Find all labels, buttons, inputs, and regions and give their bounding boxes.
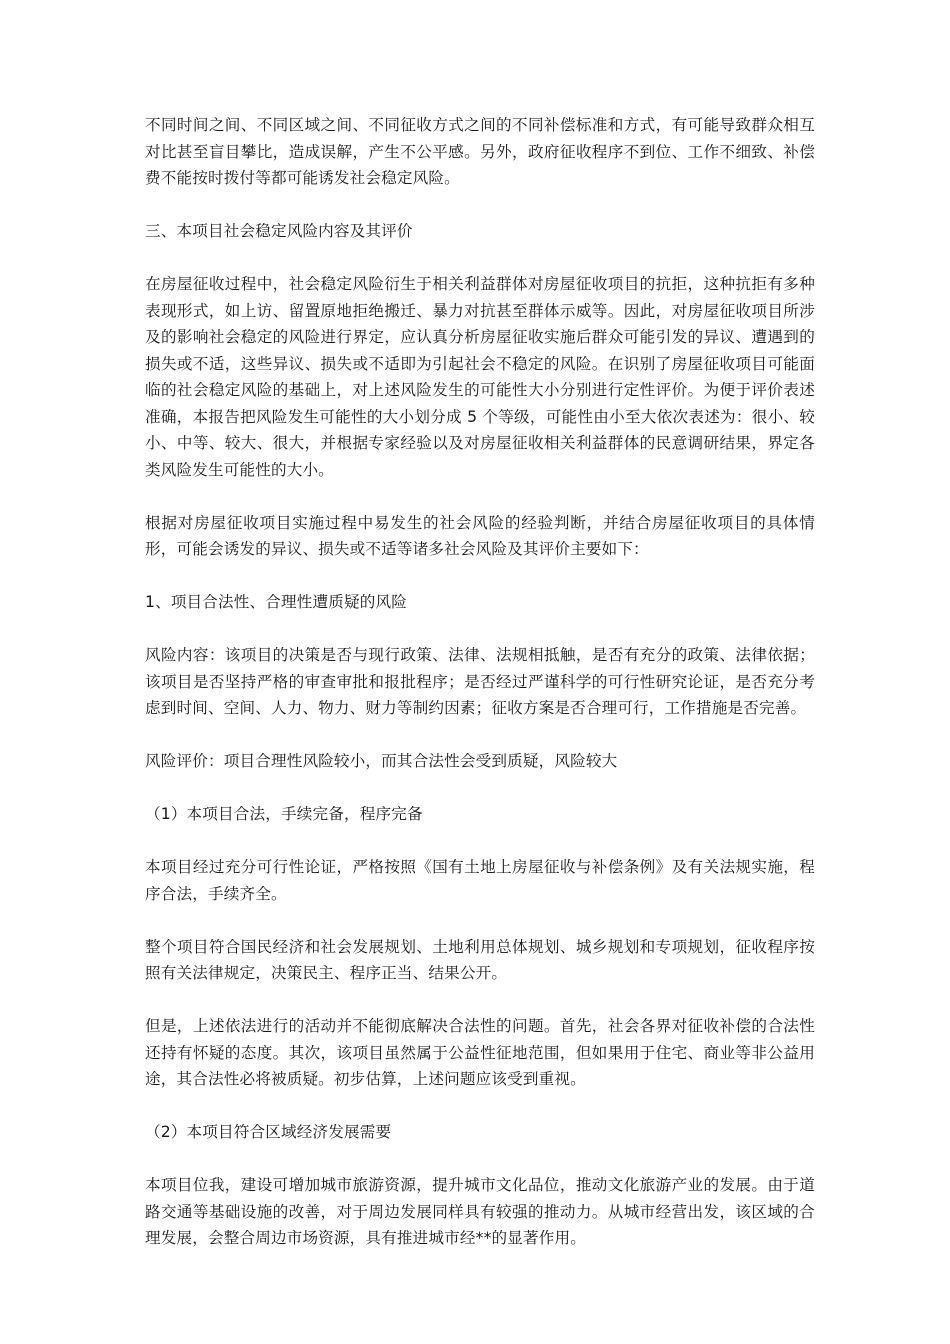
paragraph-legality-doubts: 但是，上述依法进行的活动并不能彻底解决合法性的问题。首先，社会各界对征收补偿的合法性还持有怀疑的态度。其次，该项目虽然属于公益性征地范围，但如果用于住宅、商业等非公益用途，其合法性必将被质疑。初步估算，上述问题应该受到重视。 bbox=[145, 1017, 815, 1088]
paragraph-planning-compliance: 整个项目符合国民经济和社会发展规划、土地利用总体规划、城乡规划和专项规划，征收程序按照有关法律规定，决策民主、程序正当、结果公开。 bbox=[145, 937, 815, 982]
subheading-regional-development: （2）本项目符合区域经济发展需要 bbox=[145, 1123, 392, 1141]
paragraph-risk-content: 风险内容：该项目的决策是否与现行政策、法律、法规相抵触，是否有充分的政策、法律依据；该项目是否坚持严格的审查审批和报批程序；是否经过严谨科学的可行性研究论证，是否充分考虑到时间、空间、人力、物力、财力等制约因素；征收方案是否合理可行，工作措施是否完善。 bbox=[145, 646, 815, 717]
paragraph-risk-definition: 在房屋征收过程中，社会稳定风险衍生于相关利益群体对房屋征收项目的抗拒，这种抗拒有多种表现形式，如上访、留置原地拒绝搬迁、暴力对抗甚至群体示威等。因此，对房屋征收项目所涉及的影响社会稳定的风险进行界定，应认真分析房屋征收实施后群众可能引发的异议、遭遇到的损失或不适，这些异议、损失或不适即为引起社会不稳定的风险。在识别了房屋征收项目可能面临的社会稳定风险的基础上，对上述风险发生的可能性大小分别进行定性评价。为便于评价表述准确，本报告把风险发生可能性的大小划分成 5 个等级，可能性由小至大依次表述为：很小、较小、中等、较大、很大，并根据专家经验以及对房屋征收相关利益群体的民意调研结果，界定各类风险发生可能性的大小。 bbox=[145, 275, 815, 479]
section-heading-risk-content: 三、本项目社会稳定风险内容及其评价 bbox=[145, 222, 413, 240]
paragraph-risk-judgement: 根据对房屋征收项目实施过程中易发生的社会风险的经验判断，并结合房屋征收项目的具体情形，可能会诱发的异议、损失或不适等诸多社会风险及其评价主要如下： bbox=[145, 513, 815, 558]
paragraph-risk-evaluation: 风险评价：项目合理性风险较小，而其合法性会受到质疑，风险较大 bbox=[145, 752, 618, 770]
subheading-project-legal: （1）本项目合法，手续完备，程序完备 bbox=[145, 805, 423, 823]
subheading-legality-risk: 1、项目合法性、合理性遭质疑的风险 bbox=[145, 593, 407, 611]
paragraph-feasibility: 本项目经过充分可行性论证，严格按照《国有土地上房屋征收与补偿条例》及有关法规实施，程序合法，手续齐全。 bbox=[145, 858, 815, 903]
paragraph-compensation-differences: 不同时间之间、不同区域之间、不同征收方式之间的不同补偿标准和方式，有可能导致群众相互对比甚至盲目攀比，造成误解，产生不公平感。另外，政府征收程序不到位、工作不细致、补偿费不能按时拨付等都可能诱发社会稳定风险。 bbox=[145, 116, 815, 187]
paragraph-regional-benefits: 本项目位我，建设可增加城市旅游资源，提升城市文化品位，推动文化旅游产业的发展。由于道路交通等基础设施的改善，对于周边发展同样具有较强的推动力。从城市经营出发，该区域的合理发展，会整合周边市场资源，具有推进城市经**的显著作用。 bbox=[145, 1176, 815, 1247]
document-body bbox=[145, 112, 815, 1278]
